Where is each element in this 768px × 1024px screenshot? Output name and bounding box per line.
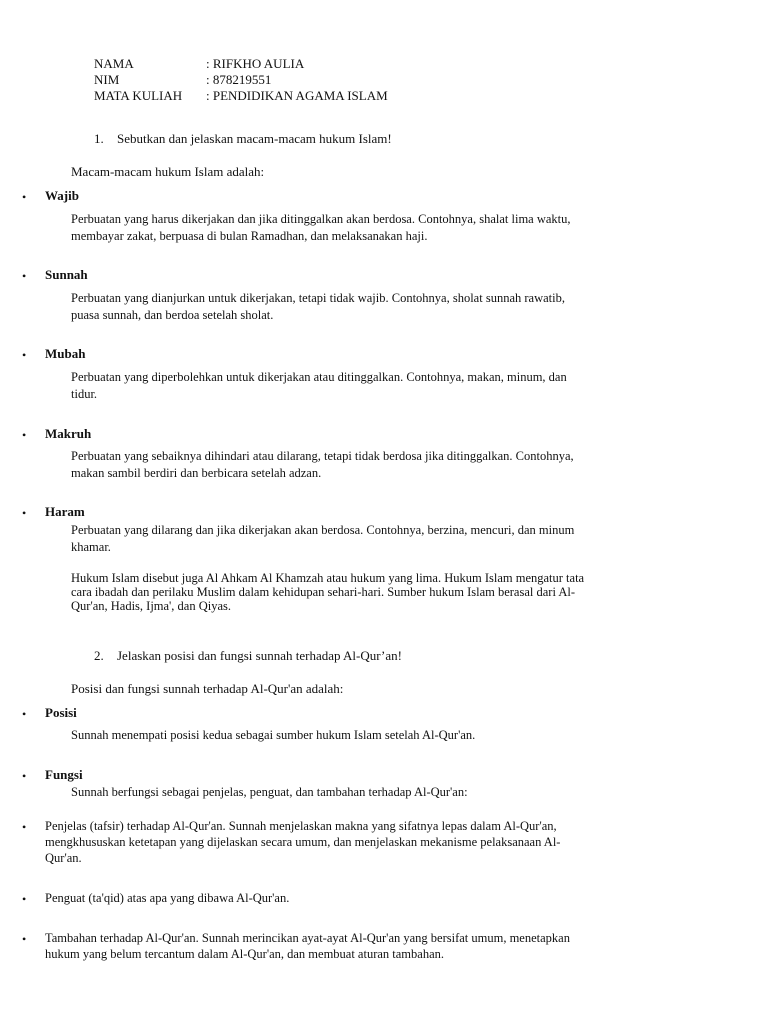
hukum-desc-haram-line1: Perbuatan yang dilarang dan jika dikerjakan akan berdosa. Contohnya, berzina, mencuri, dan minum <box>71 523 575 537</box>
bullet-icon: • <box>22 892 27 906</box>
bullet-icon: • <box>22 932 27 946</box>
question-2-number: 2. <box>94 648 104 663</box>
hukum-title-makruh: Makruh <box>45 426 92 441</box>
bullet-icon: • <box>22 707 27 721</box>
hukum-desc-haram-line2: khamar. <box>71 540 111 554</box>
hukum-desc-makruh-line2: makan sambil berdiri dan berbicara setelah adzan. <box>71 466 322 480</box>
hukum-desc-wajib-line2: membayar zakat, berpuasa di bulan Ramadhan, dan melaksanakan haji. <box>71 229 428 243</box>
nama-value: : RIFKHO AULIA <box>206 56 305 71</box>
bullet-icon: • <box>22 506 27 520</box>
nim-label: NIM <box>94 72 120 87</box>
hukum-title-sunnah: Sunnah <box>45 267 88 282</box>
fungsi-item-penjelas-line2: mengkhususkan ketetapan yang dijelaskan secara umum, dan menjelaskan mekanisme pelaksanaan Al- <box>45 835 561 849</box>
hukum-title-wajib: Wajib <box>45 188 79 203</box>
bullet-icon: • <box>22 428 27 442</box>
hukum-desc-wajib-line1: Perbuatan yang harus dikerjakan dan jika ditinggalkan akan berdosa. Contohnya, shalat lima waktu, <box>71 212 571 226</box>
fungsi-item-penjelas-line3: Qur'an. <box>45 851 82 865</box>
bullet-icon: • <box>22 348 27 362</box>
hukum-desc-sunnah-line1: Perbuatan yang dianjurkan untuk dikerjakan, tetapi tidak wajib. Contohnya, sholat sunnah rawatib, <box>71 291 565 305</box>
question-1-number: 1. <box>94 131 104 146</box>
fungsi-title: Fungsi <box>45 767 83 782</box>
hukum-desc-makruh-line1: Perbuatan yang sebaiknya dihindari atau dilarang, tetapi tidak berdosa jika ditinggalkan. Contohnya, <box>71 449 574 463</box>
fungsi-desc: Sunnah berfungsi sebagai penjelas, penguat, dan tambahan terhadap Al-Qur'an: <box>71 785 468 799</box>
fungsi-item-penjelas-line1: Penjelas (tafsir) terhadap Al-Qur'an. Sunnah menjelaskan makna yang sifatnya lepas dalam Al-Qur'an, <box>45 819 557 833</box>
mata-kuliah-label: MATA KULIAH <box>94 88 183 103</box>
hukum-title-haram: Haram <box>45 504 85 519</box>
bullet-icon: • <box>22 190 27 204</box>
mata-kuliah-value: : PENDIDIKAN AGAMA ISLAM <box>206 88 388 103</box>
question-2-intro: Posisi dan fungsi sunnah terhadap Al-Qur'an adalah: <box>71 681 344 696</box>
hukum-desc-mubah-line1: Perbuatan yang diperbolehkan untuk dikerjakan atau ditinggalkan. Contohnya, makan, minum, dan <box>71 370 567 384</box>
bullet-icon: • <box>22 769 27 783</box>
summary-line1: Hukum Islam disebut juga Al Ahkam Al Khamzah atau hukum yang lima. Hukum Islam mengatur tata <box>71 571 585 585</box>
posisi-title: Posisi <box>45 705 77 720</box>
bullet-icon: • <box>22 820 27 834</box>
question-1-text: Sebutkan dan jelaskan macam-macam hukum Islam! <box>117 131 392 146</box>
question-1-intro: Macam-macam hukum Islam adalah: <box>71 164 265 179</box>
hukum-title-mubah: Mubah <box>45 346 86 361</box>
nim-value: : 878219551 <box>206 72 272 87</box>
hukum-desc-mubah-line2: tidur. <box>71 387 98 401</box>
fungsi-item-tambahan-line2: hukum yang belum tercantum dalam Al-Qur'an, dan membuat aturan tambahan. <box>45 947 445 961</box>
posisi-desc: Sunnah menempati posisi kedua sebagai sumber hukum Islam setelah Al-Qur'an. <box>71 728 476 742</box>
fungsi-item-penguat: Penguat (ta'qid) atas apa yang dibawa Al-Qur'an. <box>45 891 290 905</box>
hukum-desc-sunnah-line2: puasa sunnah, dan berdoa setelah sholat. <box>71 308 274 322</box>
summary-line3: Qur'an, Hadis, Ijma', dan Qiyas. <box>71 599 232 613</box>
nama-label: NAMA <box>94 56 134 71</box>
bullet-icon: • <box>22 269 27 283</box>
fungsi-item-tambahan-line1: Tambahan terhadap Al-Qur'an. Sunnah merincikan ayat-ayat Al-Qur'an yang bersifat umum, menetapkan <box>45 931 570 945</box>
question-2-text: Jelaskan posisi dan fungsi sunnah terhadap Al-Qur’an! <box>117 648 402 663</box>
summary-line2: cara ibadah dan perilaku Muslim dalam kehidupan sehari-hari. Sumber hukum Islam berasal dari Al- <box>71 585 576 599</box>
